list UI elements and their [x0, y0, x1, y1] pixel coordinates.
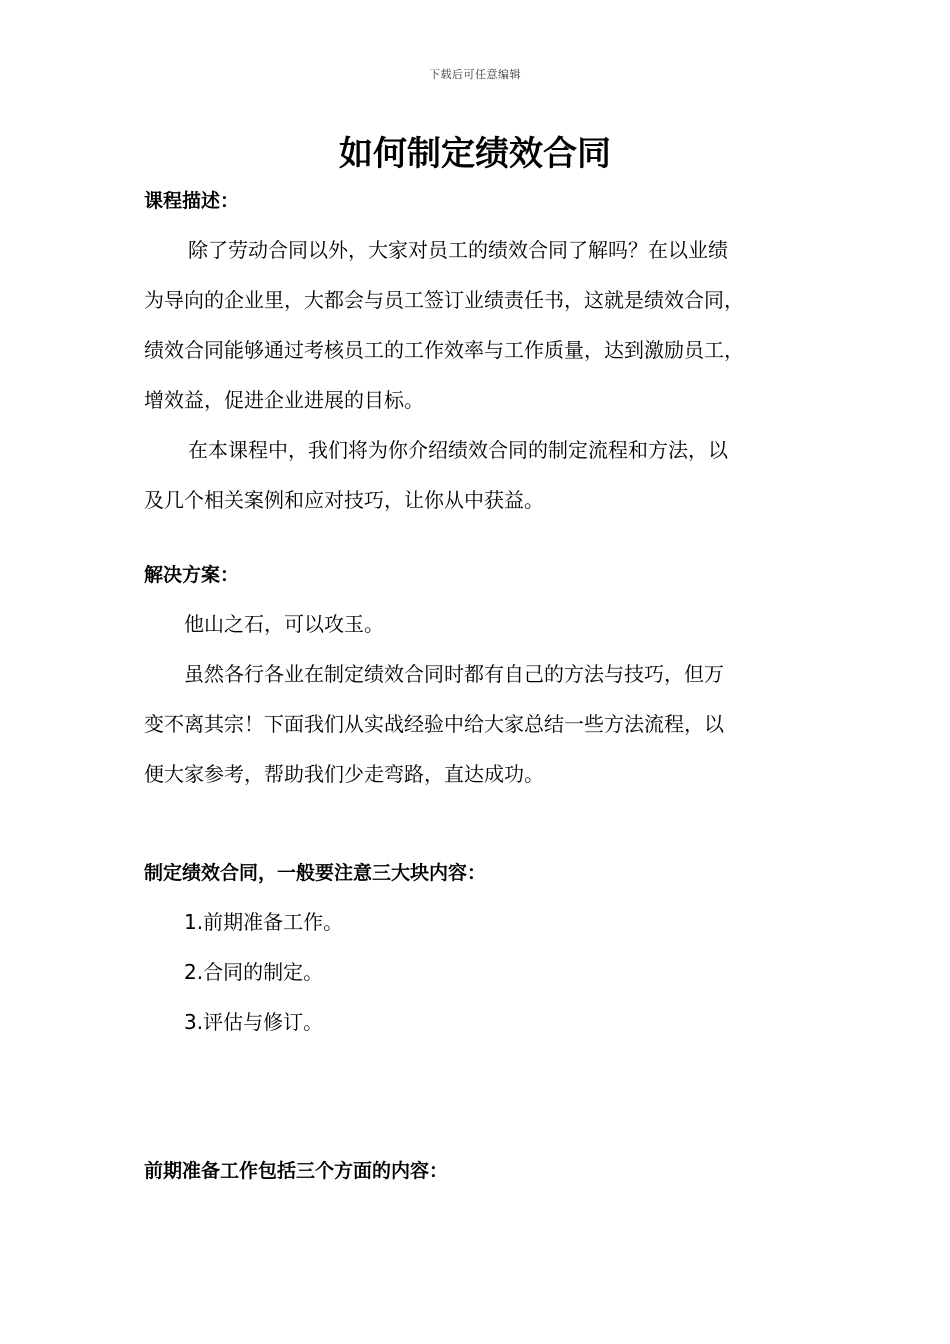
list-item: 3.评估与修订。	[184, 1010, 324, 1034]
document-title: 如何制定绩效合同	[339, 134, 611, 174]
course-description-line: 增效益，促进企业进展的目标。	[144, 388, 424, 412]
course-intro-line: 在本课程中，我们将为你介绍绩效合同的制定流程和方法，以	[188, 438, 728, 462]
solution-heading: 解决方案：	[144, 564, 240, 586]
course-description-heading: 课程描述：	[144, 190, 240, 212]
list-item: 2.合同的制定。	[184, 960, 324, 984]
solution-proverb: 他山之石，可以攻玉。	[184, 612, 384, 636]
three-blocks-heading: 制定绩效合同，一般要注意三大块内容：	[144, 862, 487, 884]
course-intro-line: 及几个相关案例和应对技巧，让你从中获益。	[144, 488, 544, 512]
list-item: 1.前期准备工作。	[184, 910, 344, 934]
header-note: 下载后可任意编辑	[429, 68, 521, 81]
course-description-line: 除了劳动合同以外，大家对员工的绩效合同了解吗？在以业绩	[188, 238, 728, 262]
course-description-line: 绩效合同能够通过考核员工的工作效率与工作质量，达到激励员工，	[144, 338, 744, 362]
solution-line: 变不离其宗！下面我们从实战经验中给大家总结一些方法流程，以	[144, 712, 724, 736]
preparation-heading: 前期准备工作包括三个方面的内容：	[144, 1160, 449, 1182]
course-description-line: 为导向的企业里，大都会与员工签订业绩责任书，这就是绩效合同，	[144, 288, 744, 312]
solution-line: 虽然各行各业在制定绩效合同时都有自己的方法与技巧，但万	[184, 662, 724, 686]
solution-line: 便大家参考，帮助我们少走弯路，直达成功。	[144, 762, 544, 786]
